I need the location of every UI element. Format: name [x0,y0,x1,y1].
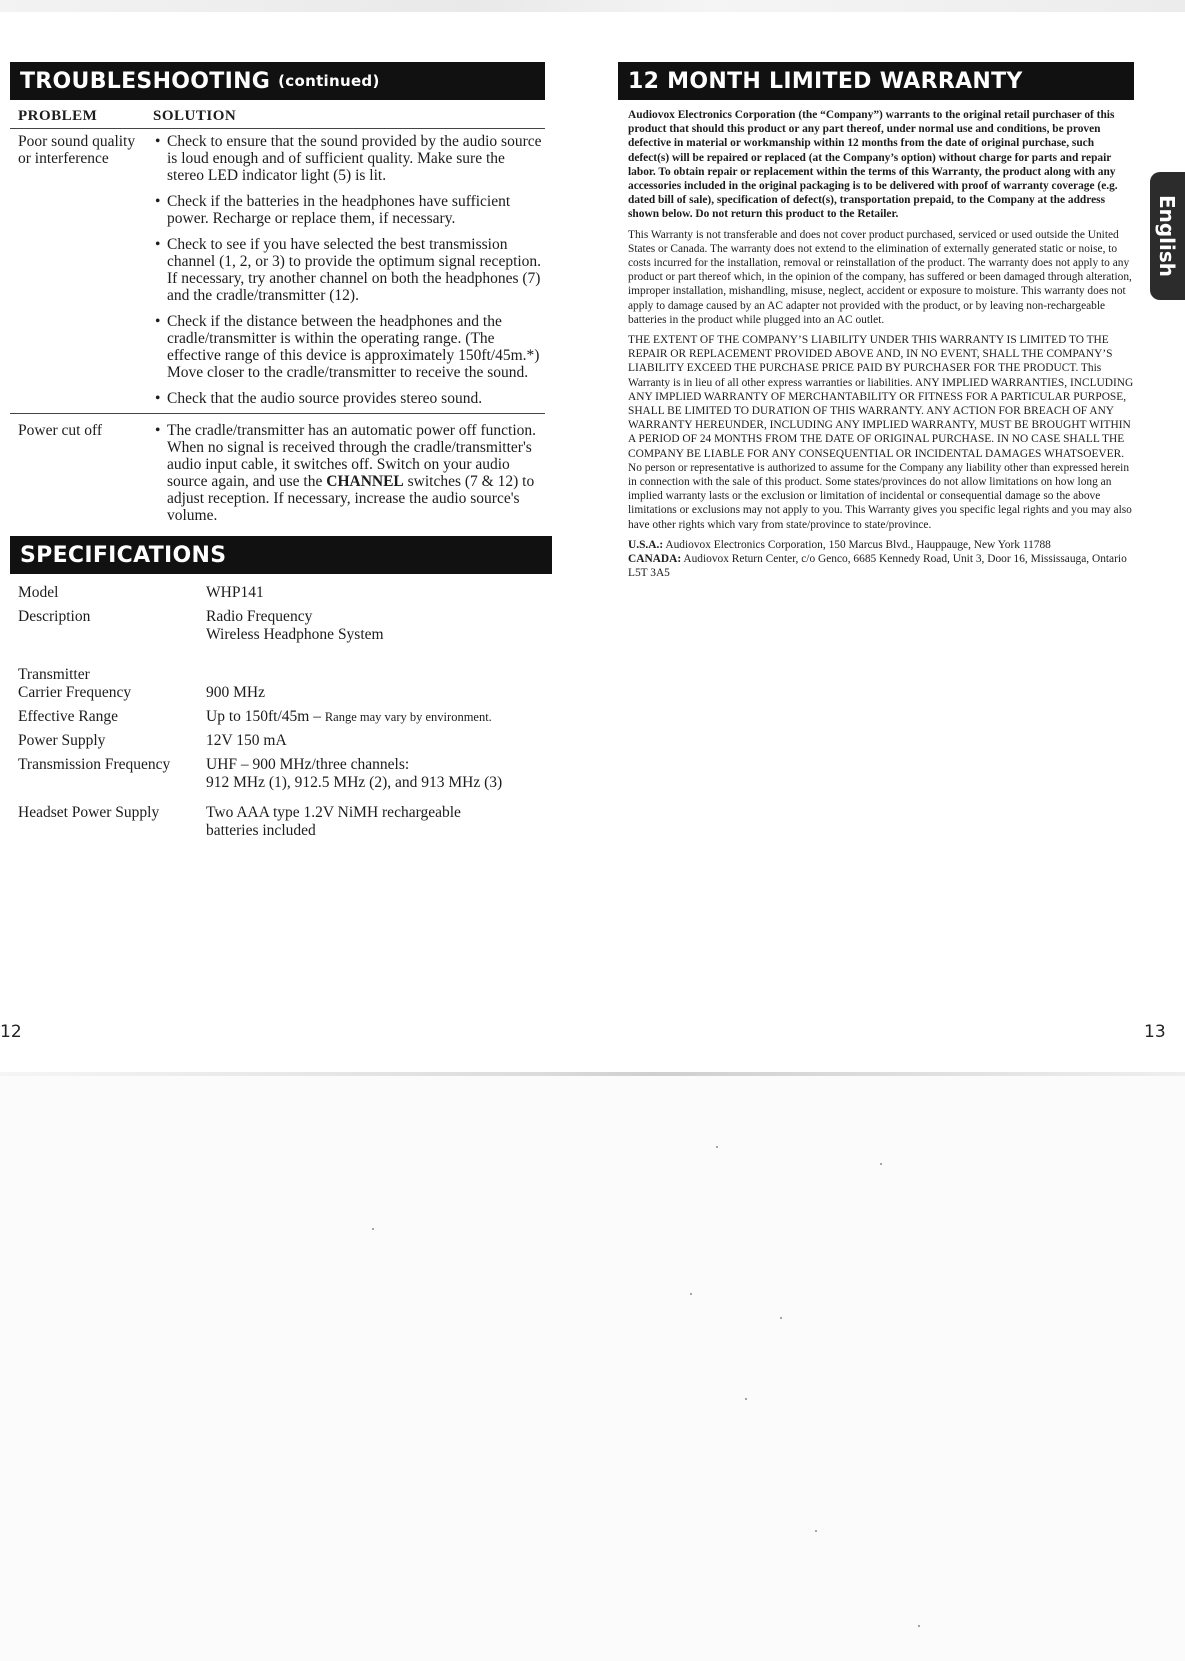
scan-speck [745,1398,747,1400]
spec-row [10,584,545,602]
spec-label: Power Supply [18,732,106,749]
solution-item [153,422,545,524]
specifications-title: SPECIFICATIONS [20,542,227,568]
troubleshooting-table [10,108,545,530]
troubleshooting-table-header [10,108,545,129]
spec-value: UHF – 900 MHz/three channels: 912 MHz (1), 912.5 MHz (2), and 913 MHz (3) [206,756,503,791]
troubleshooting-title: TROUBLESHOOTING [20,68,271,94]
language-tab-label: English [1155,194,1180,278]
solution-item: • Check to ensure that the sound provided by the audio source is loud enough and of sufficient quality. Make sure the stereo LED indicator light (5) is lit. [153,133,545,184]
spec-label: Description [18,608,91,625]
solution-item: • Check if the batteries in the headphones have sufficient power. Recharge or replace them, if necessary. [153,193,545,227]
specifications-header [10,536,552,574]
scan-speck [372,1228,374,1230]
spec-row [10,666,545,702]
warranty-paragraph: This Warranty is not transferable and does not cover product purchased, serviced or used outside the United States or Canada. The warranty does not extend to the elimination of externally generated static or noise, to costs incurred for the installation, removal or reinstallation of the product. The warranty does not apply to any product or part thereof which, in the opinion of the company, has suffered or been damaged through alteration, improper installation, mishandling, misuse, neglect, accident or exposure to moisture. This warranty does not apply to damage caused by an AC adapter not provided with the product, or by leaving non-rechargeable batteries in the product while plugged into an AC outlet. [628,228,1132,326]
spec-row [10,732,545,750]
solution-item: • Check that the audio source provides stereo sound. [153,390,545,407]
left-page [10,62,545,846]
page-number-right: 13 [1144,1022,1166,1042]
solution-text: switches (7 & 12) to adjust reception. If necessary, increase the audio source's volume. [167,473,535,524]
spec-label: Headset Power Supply [18,804,160,821]
spec-value-text: Up to 150ft/45m – [206,708,325,725]
solution-item: • Check if the distance between the headphones and the cradle/transmitter is within the operating range. (The effective range of this device is approximately 150ft/45m.*) Move closer to the cradle/transmitter to receive the sound. [153,313,545,381]
solution-item: • Check to see if you have selected the best transmission channel (1, 2, or 3) to provide the optimum signal reception. If necessary, try another channel on both the headphones (7) and the cradle/transmitter (12). [153,236,545,304]
scan-speck [780,1317,782,1319]
spec-label: Effective Range [18,708,118,725]
right-page [618,62,1134,587]
scan-speck [880,1163,882,1165]
solution-text: The cradle/transmitter has an automatic power off function. When no signal is received through the cradle/transmitter's audio input cable, it switches off. Switch on your audio source again, and use the [167,422,536,490]
scan-fold-line [0,1072,1185,1076]
usa-address: Audiovox Electronics Corporation, 150 Marcus Blvd., Hauppauge, New York 11788 [663,538,1051,551]
troubleshooting-header [10,62,545,100]
warranty-paragraph: Audiovox Electronics Corporation (the “Company”) warrants to the original retail purchaser of this product that should this product or any part thereof, under normal use and conditions, be proven defective in material or workmanship within 12 months from the date of original purchase, such defect(s) will be repaired or replaced (at the Company’s option) without charge for parts and repair labor. To obtain repair or replacement within the terms of this Warranty, the product along with any accessories included in the original packaging is to be delivered with proof of warranty coverage (e.g. dated bill of sale), specification of defect(s), transportation prepaid, to the Company at the address shown below. Do not return this product to the Retailer. [628,109,1118,221]
warranty-title: 12 MONTH LIMITED WARRANTY [628,68,1023,94]
specifications-table [10,584,545,840]
scan-speck [918,1625,920,1627]
spec-value: Radio Frequency Wireless Headphone System [206,608,384,643]
solution-cell [153,422,545,524]
column-header-solution: SOLUTION [153,108,237,124]
scan-blank-area [0,1072,1185,1661]
scan-speck [716,1146,718,1148]
usa-label: U.S.A.: [628,538,664,551]
spec-value [206,708,545,726]
problem-cell: Power cut off [18,422,103,439]
column-header-problem: PROBLEM [18,108,98,124]
canada-label: CANADA: [628,553,682,566]
spec-value: Two AAA type 1.2V NiMH rechargeable batteries included [206,804,461,839]
solution-cell [153,133,545,407]
table-row [10,129,545,413]
canada-address: Audiovox Return Center, c/o Genco, 6685 Kennedy Road, Unit 3, Door 16, Mississauga, Ontario L5T 3A5 [628,553,1127,580]
spec-value-note: Range may vary by environment. [324,710,492,724]
language-tab [1150,172,1185,300]
spec-row [10,608,545,644]
warranty-paragraph: THE EXTENT OF THE COMPANY’S LIABILITY UNDER THIS WARRANTY IS LIMITED TO THE REPAIR OR REPLACEMENT PROVIDED ABOVE AND, IN NO EVENT, SHALL THE COMPANY’S LIABILITY EXCEED THE PURCHASE PRICE PAID BY PURCHASER FOR THE PRODUCT. This Warranty is in lieu of all other express warranties or liabilities. ANY IMPLIED WARRANTIES, INCLUDING ANY IMPLIED WARRANTY OF MERCHANTABILITY OR FITNESS FOR A PARTICULAR PURPOSE, SHALL BE LIMITED TO DURATION OF THIS WARRANTY. ANY ACTION FOR BREACH OF ANY WARRANTY HEREUNDER, INCLUDING ANY IMPLIED WARRANTY, MUST BE BROUGHT WITHIN A PERIOD OF 24 MONTHS FROM THE DATE OF ORIGINAL PURCHASE. IN NO CASE SHALL THE COMPANY BE LIABLE FOR ANY CONSEQUENTIAL OR INCIDENTAL DAMAGES WHATSOEVER. No person or representative is authorized to assume for the Company any liability other than expressed herein in connection with the sale of this product. Some states/provinces do not allow limitations on how long an implied warranty lasts or the exclusion or limitation of incidental or consequential damage so the above limitations or exclusions may not apply to you. This Warranty gives you specific legal rights and you may also have other rights which vary from state/province to state/province. [628,334,1134,531]
spec-row [10,804,545,840]
table-row [10,413,545,530]
problem-cell: Poor sound quality or interference [18,133,136,167]
scan-speck [690,1293,692,1295]
spec-label: Transmission Frequency [18,756,171,773]
warranty-body [618,108,1134,581]
spec-value: WHP141 [206,584,264,601]
warranty-address [628,538,1134,581]
scan-speck [815,1530,817,1532]
spec-label: Model [18,584,59,601]
spec-row [10,708,545,726]
spec-value: 900 MHz [206,684,265,701]
page-number-left: 12 [0,1022,22,1042]
spec-label: Transmitter Carrier Frequency [18,666,132,701]
spec-row [10,756,545,792]
channel-keyword: CHANNEL [326,473,404,490]
spec-value: 12V 150 mA [206,732,287,749]
troubleshooting-title-suffix: (continued) [278,72,380,90]
scan-top-edge [0,0,1185,12]
warranty-header [618,62,1134,100]
